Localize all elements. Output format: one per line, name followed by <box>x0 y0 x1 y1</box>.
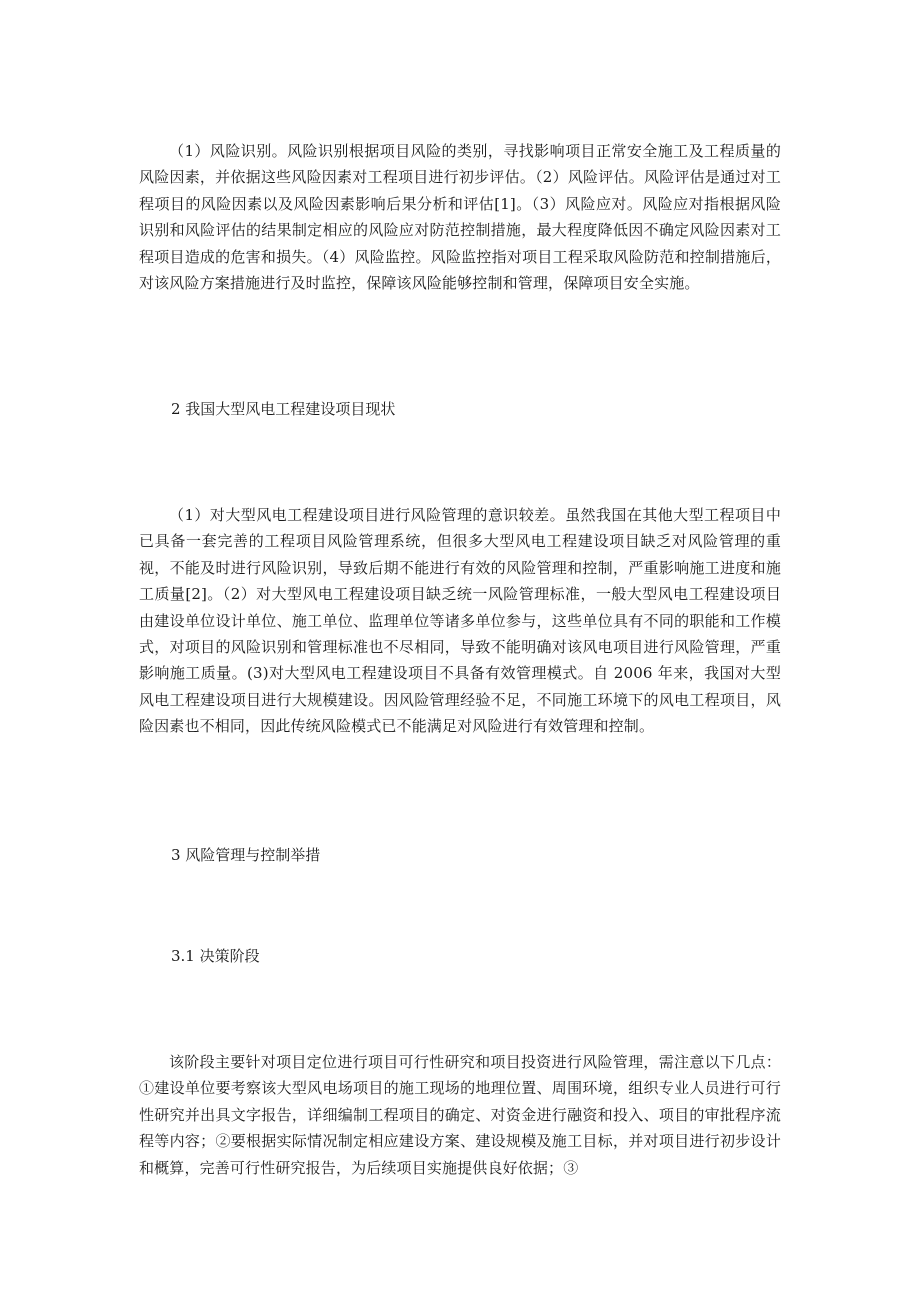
paragraph-current-status: （1）对大型风电工程建设项目进行风险管理的意识较差。虽然我国在其他大型工程项目中已具备一套完善的工程项目风险管理系统，但很多大型风电工程建设项目缺乏对风险管理的重视，不能及时进行风险识别，导致后期不能进行有效的风险管理和控制，严重影响施工进度和施工质量[2]。（2）对大型风电工程建设项目缺乏统一风险管理标准，一般大型风电工程建设项目由建设单位设计单位、施工单位、监理单位等诸多单位参与，这些单位具有不同的职能和工作模式，对项目的风险识别和管理标准也不尽相同，导致不能明确对该风电项目进行风险管理，严重影响施工质量。(3)对大型风电工程建设项目不具备有效管理模式。自 2006 年来，我国对大型风电工程建设项目进行大规模建设。因风险管理经验不足，不同施工环境下的风电工程项目，风险因素也不相同，因此传统风险模式已不能满足对风险进行有效管理和控制。 <box>139 506 781 736</box>
subsection-heading-3-1: 3.1 决策阶段 <box>171 947 260 965</box>
paragraph-risk-management-steps: （1）风险识别。风险识别根据项目风险的类别，寻找影响项目正常安全施工及工程质量的风险因素，并依据这些风险因素对工程项目进行初步评估。（2）风险评估。风险评估是通过对工程项目的风险因素以及风险因素影响后果分析和评估[1]。（3）风险应对。风险应对指根据风险识别和风险评估的结果制定相应的风险应对防范控制措施，最大程度降低因不确定风险因素对工程项目造成的危害和损失。（4）风险监控。风险监控指对项目工程采取风险防范和控制措施后，对该风险方案措施进行及时监控，保障该风险能够控制和管理，保障项目安全实施。 <box>139 142 781 293</box>
paragraph-decision-stage: 该阶段主要针对项目定位进行项目可行性研究和项目投资进行风险管理，需注意以下几点：①建设单位要考察该大型风电场项目的施工现场的地理位置、周围环境，组织专业人员进行可行性研究并出具文字报告，详细编制工程项目的确定、对资金进行融资和投入、项目的审批程序流程等内容；②要根据实际情况制定相应建设方案、建设规模及施工目标，并对项目进行初步设计和概算，完善可行性研究报告，为后续项目实施提供良好依据；③ <box>139 1053 781 1177</box>
section-heading-2: 2 我国大型风电工程建设项目现状 <box>171 400 396 418</box>
section-heading-3: 3 风险管理与控制举措 <box>171 846 321 864</box>
